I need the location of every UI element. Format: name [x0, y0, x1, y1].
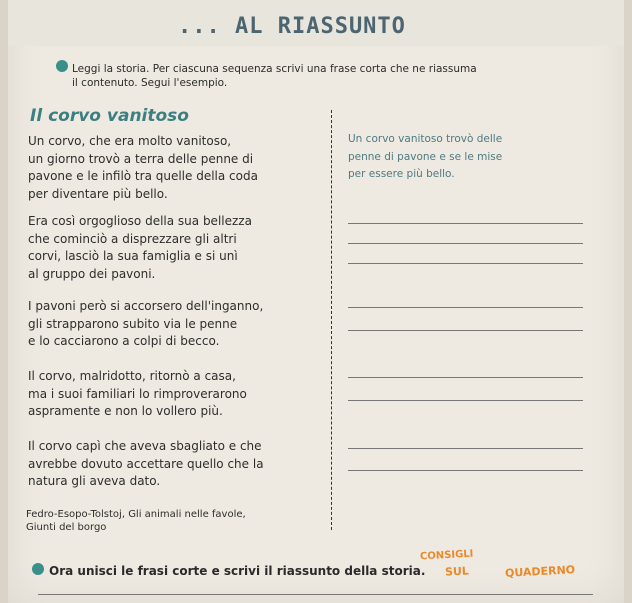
source-line: Giunti del borgo [26, 522, 107, 533]
sequence-line: avrebbe dovuto accettare quello che la [28, 456, 264, 471]
answer-line[interactable] [348, 448, 583, 449]
exercise-badge-icon [32, 563, 44, 575]
sequence-line: I pavoni però si accorsero dell'inganno, [28, 299, 264, 313]
instructions-line-1: Leggi la storia. Per ciascuna sequenza scrivi una frase corta che ne riassuma [72, 63, 477, 75]
summary-line: penne di pavone e se le mise [348, 150, 503, 163]
sequence-4-text [28, 368, 328, 421]
source-line: Fedro-Esopo-Tolstoj, Gli animali nelle favole, [26, 509, 246, 520]
instructions-line-2: il contenuto. Segui l'esempio. [72, 77, 228, 89]
sequence-line: per diventare più bello. [28, 186, 168, 201]
answer-line[interactable] [348, 263, 583, 264]
answer-line[interactable] [348, 243, 583, 244]
answer-line[interactable] [348, 330, 583, 331]
sequence-line: che cominciò a disprezzare gli altri [28, 231, 237, 246]
final-task [32, 563, 425, 578]
sequence-line: gli strapparono subito via le penne [28, 316, 238, 331]
source-credit [26, 508, 246, 534]
answer-line[interactable] [38, 594, 593, 595]
answer-line[interactable] [348, 307, 583, 308]
instructions [56, 60, 596, 90]
answer-line[interactable] [348, 223, 583, 224]
sequence-1-text [28, 133, 328, 203]
sequence-line: corvi, lasciò la sua famiglia e si unì [28, 249, 238, 263]
sequence-line: al gruppo dei pavoni. [28, 266, 156, 281]
answer-line[interactable] [348, 400, 583, 401]
sequence-line: Il corvo capì che aveva sbagliato e che [28, 439, 262, 453]
sequence-line: pavone e le infilò tra quelle della coda [28, 169, 258, 183]
answer-line[interactable] [348, 377, 583, 378]
final-task-text: Ora unisci le frasi corte e scrivi il riassunto della storia. [49, 564, 426, 578]
sequence-line: aspramente e non lo vollero più. [28, 404, 223, 418]
sequence-2-text [28, 213, 328, 283]
answer-line[interactable] [348, 470, 583, 471]
sequence-3-text [28, 298, 328, 351]
column-divider [331, 110, 332, 530]
workbook-page [8, 0, 624, 603]
sequence-line: natura gli aveva dato. [28, 474, 161, 488]
handwritten-note: SUL [444, 564, 470, 579]
sequence-line: Un corvo, che era molto vanitoso, [28, 134, 232, 148]
sequence-1-summary [348, 131, 578, 184]
sequence-line: ma i suoi familiari lo rimproverarono [28, 386, 247, 401]
sequence-line: un giorno trovò a terra delle penne di [28, 151, 254, 166]
sequence-5-text [28, 438, 328, 491]
summary-line: per essere più bello. [348, 168, 455, 180]
sequence-line: e lo cacciarono a colpi di becco. [28, 334, 220, 348]
sequence-line: Era così orgoglioso della sua bellezza [28, 214, 252, 228]
handwritten-note: CONSIGLI [419, 548, 474, 563]
handwritten-note: QUADERNO [504, 563, 576, 580]
story-title: Il corvo vanitoso [30, 106, 189, 126]
page-title: ... AL RIASSUNTO [178, 14, 406, 39]
sequence-line: Il corvo, malridotto, ritornò a casa, [28, 369, 236, 383]
summary-line: Un corvo vanitoso trovò delle [348, 133, 503, 145]
exercise-badge-icon [56, 60, 68, 72]
